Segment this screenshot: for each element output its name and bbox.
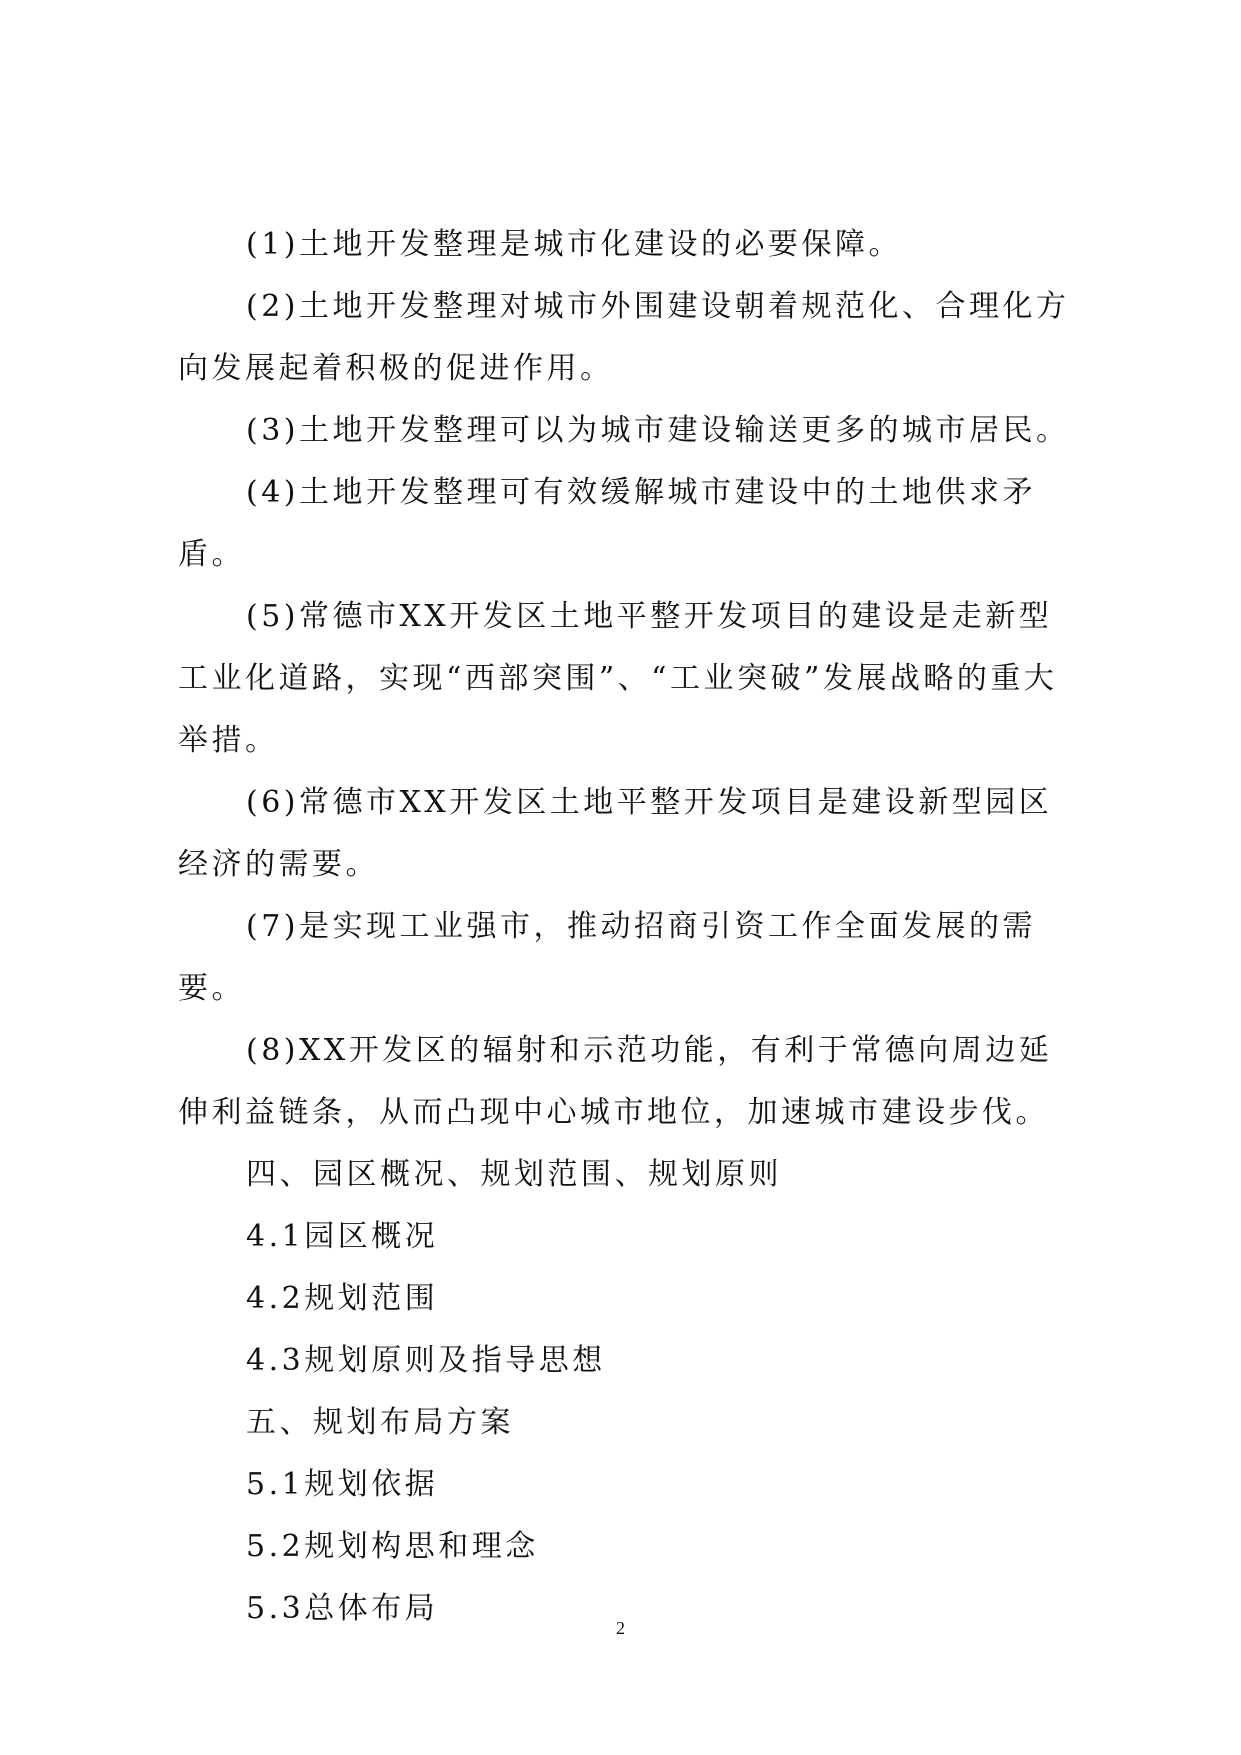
- paragraph-3: (3)土地开发整理可以为城市建设输送更多的城市居民。: [246, 413, 1070, 448]
- subsection-4-3: 4.3规划原则及指导思想: [246, 1343, 606, 1378]
- subsection-5-1: 5.1规划依据: [246, 1467, 439, 1502]
- page-number: 2: [616, 1618, 625, 1638]
- paragraph-7: (7)是实现工业强市，推动招商引资工作全面发展的需要。: [178, 909, 1036, 1006]
- paragraph-8: (8)XX开发区的辐射和示范功能，有利于常德向周边延伸利益链条，从而凸现中心城市地位，加速城市建设步伐。: [178, 1033, 1053, 1130]
- paragraph-4: (4)土地开发整理可有效缓解城市建设中的土地供求矛盾。: [178, 475, 1036, 572]
- paragraph-1: (1)土地开发整理是城市化建设的必要保障。: [246, 227, 902, 262]
- subsection-5-2: 5.2规划构思和理念: [246, 1529, 539, 1564]
- document-body: [178, 214, 1074, 1640]
- paragraph-2: (2)土地开发整理对城市外围建设朝着规范化、合理化方向发展起着积极的促进作用。: [178, 289, 1070, 386]
- paragraph-5: (5)常德市XX开发区土地平整开发项目的建设是走新型工业化道路，实现“西部突围”、“工业突破”发展战略的重大举措。: [178, 599, 1058, 758]
- subsection-4-1: 4.1园区概况: [246, 1219, 439, 1254]
- paragraph-6: (6)常德市XX开发区土地平整开发项目是建设新型园区经济的需要。: [178, 785, 1053, 882]
- subsection-5-3: 5.3总体布局: [246, 1591, 439, 1626]
- section-heading-5: 五、规划布局方案: [246, 1405, 514, 1440]
- section-heading-4: 四、园区概况、规划范围、规划原则: [246, 1157, 782, 1192]
- subsection-4-2: 4.2规划范围: [246, 1281, 439, 1316]
